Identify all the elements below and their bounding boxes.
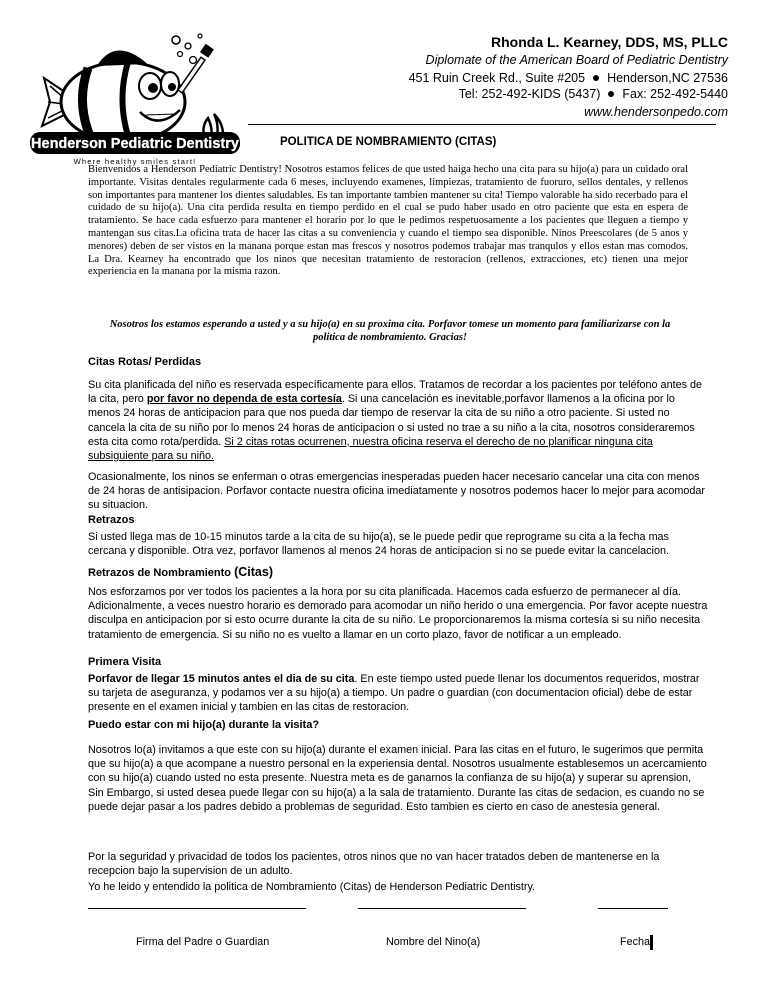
text-run: Su cita planificada del niño es reservada específicamente para ellos. Tratamos de recordar a los pacientes por teléfono antes de la cita, pero [88,379,702,406]
courtesy-emphasis: por favor no dependa de esta cortesía [146,393,342,406]
heading-puedo-estar: Puedo estar con mi hijo(a) durante la visita? [88,719,320,731]
address-line [409,71,728,85]
text-cursor-icon [650,935,653,950]
website-link[interactable]: www.hendersonpedo.com [584,105,728,119]
parent-signature-label: Firma del Padre o Guardian [136,936,270,948]
puedo-estar-paragraph: Nosotros lo(a) invitamos a que este con su hijo(a) durante el examen inicial. Para las citas en el futuro, le sugerimos que permita que su hijo(a) a que acompane a nuestro personal en la experiensia dental. Nosotros usualmente establesemos un acercamiento con su hijo(a) cuando usted no esta presente. Nuestra meta es de ganarnos la confianza de su hijo(a) y superar su aprension, Sin Embargo, si usted desea puede llegar con su hijo(a) a la sala de tratamiento. Durante las citas de sedacion, es cuando no se puede dejar pasar a los padres debido a problemas de seguridad. Esto tambien es cierto en caso de anestesia general. [88,744,707,813]
address-city: Henderson,NC 27536 [607,71,728,85]
diplomate-line: Diplomate of the American Board of Pediatric Dentistry [425,53,728,67]
doctor-name: Rhonda L. Kearney, DDS, MS, PLLC [491,34,728,50]
parent-signature-line[interactable] [88,908,306,909]
heading-retrazos: Retrazos [88,514,135,526]
date-line[interactable] [598,908,668,909]
logo-text: Henderson Pediatric Dentistry [31,136,239,152]
child-name-label: Nombre del Nino(a) [386,936,481,948]
acknowledgement-statement: Yo he leido y entendido la politica de Nombramiento (Citas) de Henderson Pediatric Dentistry. [88,881,536,893]
retrazos-paragraph: Si usted llega mas de 10-15 minutos tarde a la cita de su hijo(a), se le puede pedir que reprograme su cita a la fecha mas cercana y disponible. Otra vez, porfavor llamenos al menos 24 horas de anticipacion si no se puede evitar la cancelacion. [88,531,669,558]
policy-emphasis: Si 2 citas rotas ocurrenen, nuestra oficina reserva el derecho de no planificar ninguna cita subsiguiente para su niño. [88,435,653,463]
primera-visita-paragraph [88,672,708,715]
header-divider [248,124,716,125]
bullet-icon [608,91,614,97]
phone-number: Tel: 252-492-KIDS (5437) [458,87,601,101]
citas-rotas-paragraph [88,378,708,463]
text-run: . Si una cancelación es inevitable,porfavor llamenos a la oficina por lo menos 24 horas de anticipacion para que nos pueda dar tiempo de reservar la cita de su niño a otro paciente. Si usted no cancela la cita de su niño por lo menos 24 horas de anticipacion o si usted no trae a su niño a la cita, nosotros consideraremos esta cita como rota/perdida. [88,393,695,448]
text-run: . En este tiempo usted puede llenar los documentos requeridos, mostrar su tarjeta de aseguranza, y podamos ver a su hijo(a) a tiempo. Un padre o guardian (con documentacion oficial) debe de estar presente en el examen inicial y tambien en las citas de restoracion. [88,673,700,714]
heading-text: (Citas) [234,565,273,579]
contact-line [459,87,728,101]
document-title: POLITICA DE NOMBRAMIENTO (CITAS) [280,136,497,148]
address-street: 451 Ruin Creek Rd., Suite #205 [408,71,586,85]
welcome-note: Nosotros los estamos esperando a usted y a su hijo(a) en su proxima cita. Porfavor tomese un momento para familiarizarse con la politica de nombramiento. Gracias! [109,319,671,343]
arrival-emphasis: Porfavor de llegar 15 minutos antes el dia de su cita [88,673,355,685]
fax-number: Fax: 252-492-5440 [622,87,728,101]
heading-text: Retrazos de Nombramiento [88,567,235,579]
heading-retrazos-nombramiento [88,565,273,579]
fish-mascot-icon [28,30,243,170]
heading-citas-rotas: Citas Rotas/ Perdidas [88,356,202,368]
logo-tagline: Where healthy smiles start! [73,157,197,166]
practice-logo [28,30,243,170]
bullet-icon [593,75,599,81]
date-label: Fecha [620,936,651,948]
child-name-line[interactable] [358,908,526,909]
intro-paragraph: Bienvenidos a Henderson Pediatric Dentistry! Nosotros estamos felices de que usted haiga hecho una cita para su hijo(a) para un cuidado oral importante. Visitas dentales regularmente cada 6 meses, incluyendo examenes, limpiezas, tratamiento de fuoruro, sellos dentales, y rellenos son importantes para mantener los dientes saludables. Es tan importante tambien mantener su cita! Tiempo valorable ha sido recerbado para el cuidado de su hijo(a). Una cita perdida resulta en tiempo perdido en el cual se pudo haber usado en otro paciente que esta en espera de tratamiento. Se hace cada esfuerzo para mantener el horario por lo que le pedimos respetuosamente a los pacientes que lleguen a tiempo y mantengan sus citas.La oficina trata de hacer las citas a su conveniencia y cuando el tiempo sea disponible. Ninos Preescolares (de 5 anos y menores) deben de ser vistos en la manana porque estan mas frescos y nosotros podemos trabajar mas tranqulos y ellos estan mas comodos. La Dra. Kearney ha encontrado que los ninos que necesitan tratamiento de restoracion (rellenos, extracciones, etc) tienen una mejor experiencia en la manana por la misma razon. [88,164,688,278]
heading-primera-visita: Primera Visita [88,656,162,668]
retrazos-nombramiento-paragraph: Nos esforzamos por ver todos los pacientes a la hora por su cita planificada. Hacemos cada esfuerzo de permanecer al día. Adicionalmente, a veces nuestro horario es demorado para acomodar un niño herido o una emergencia. Por favor acepte nuestra disculpa en anticipacion por si esto ocurre durante la cita de su niño. Le proporcionaremos la misma cortesía si su niño necesita tratamiento de emergencia. Si su niño no es vuelto a llamar en un corto plazo, favor de notificar a un empleado. [88,586,708,641]
emergency-paragraph: Ocasionalmente, los ninos se enferman o otras emergencias inesperadas pueden hacer necesario cancelar una cita con menos de 24 horas de antisipacion. Porfavor contacte nuestra oficina imediatamente y nosotros podemos hacer lo mejor para acomodar su situacion. [88,471,705,512]
security-note: Por la seguridad y privacidad de todos los pacientes, otros ninos que no van hacer tratados deben de mantenerse en la recepcion bajo la supervision de un adulto. [88,851,660,878]
